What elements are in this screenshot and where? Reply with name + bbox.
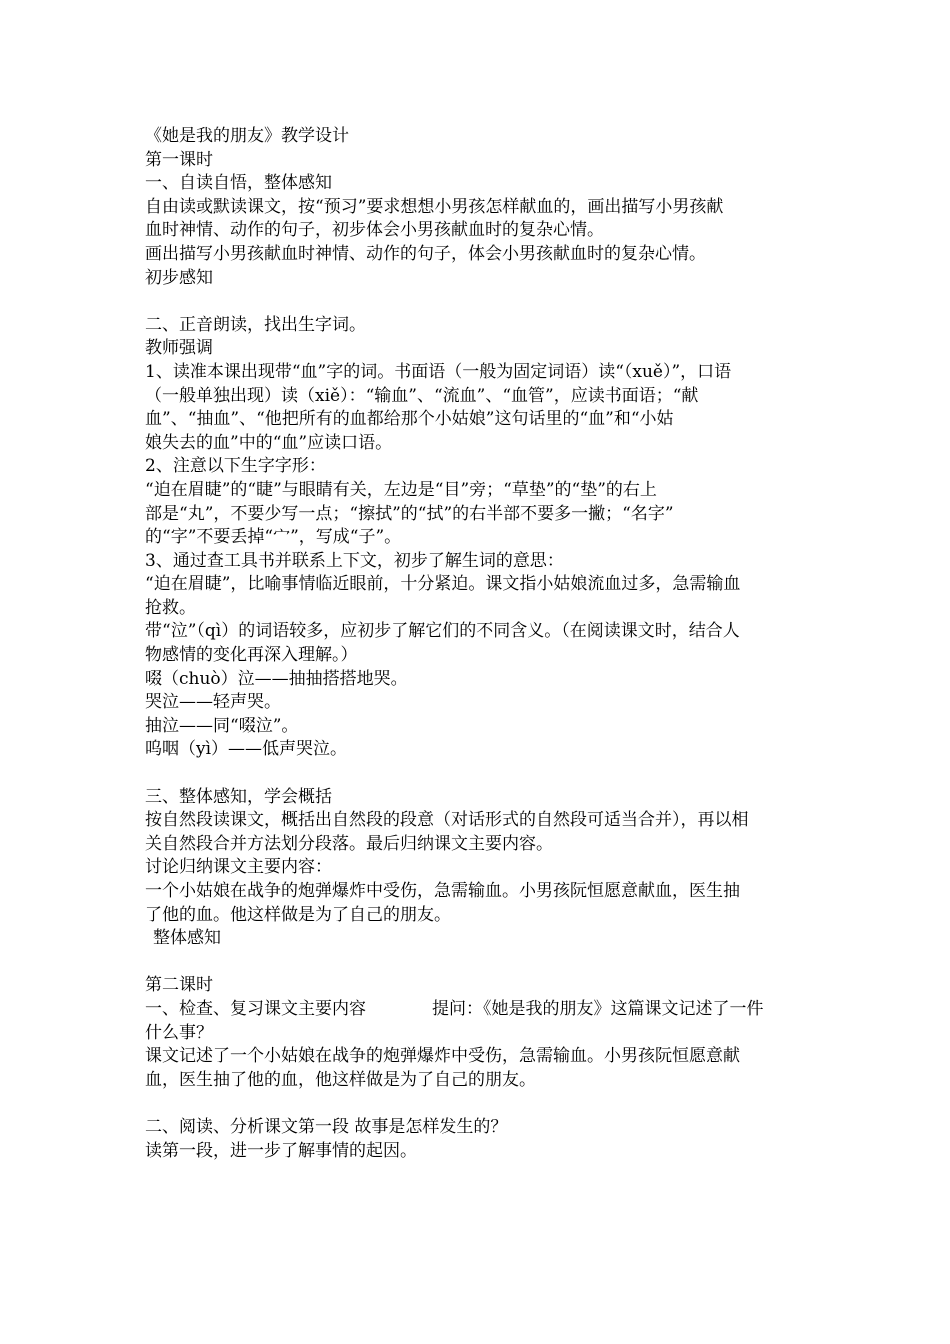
paragraph-line: 按自然段读课文，概括出自然段的段意（对话形式的自然段可适当合并），再以相 (145, 810, 749, 831)
paragraph-line: 初步感知 (145, 267, 213, 288)
lesson-2-heading: 第二课时 (145, 975, 213, 996)
paragraph-line: “迫在眉睫”，比喻事情临近眼前，十分紧迫。课文指小姑娘流血过多，急需输血 (145, 574, 741, 595)
document-body (145, 125, 815, 1163)
paragraph-line: 1、读准本课出现带“血”字的词。书面语（一般为固定词语）读“（xuě）”，口语 (145, 361, 732, 382)
section-heading: 一、检查、复习课文主要内容 (145, 998, 366, 1019)
question-text: 提问：《她是我的朋友》这篇课文记述了一件 (432, 998, 764, 1019)
paragraph-line: 整体感知 (153, 928, 221, 949)
paragraph-line: 的“字”不要丢掉“宀”，写成“子”。 (145, 527, 402, 548)
paragraph-line: 抢救。 (145, 597, 196, 618)
paragraph-line: 血”、“抽血”、“他把所有的血都给那个小姑娘”这句话里的“血”和“小姑 (145, 409, 674, 430)
section-heading-with-question (145, 998, 815, 1022)
paragraph-line: 关自然段合并方法划分段落。最后归纳课文主要内容。 (145, 833, 553, 854)
paragraph-line: 读第一段，进一步了解事情的起因。 (145, 1140, 417, 1161)
paragraph-line: 3、通过查工具书并联系上下文，初步了解生词的意思： (145, 550, 564, 571)
paragraph-line: 讨论归纳课文主要内容： (145, 857, 332, 878)
section-heading: 二、阅读、分析课文第一段 故事是怎样发生的？ (145, 1116, 508, 1137)
paragraph-line: 部是“丸”，不要少写一点；“擦拭”的“拭”的右半部不要多一撇；“名字” (145, 503, 674, 524)
paragraph-line: 课文记述了一个小姑娘在战争的炮弹爆炸中受伤，急需输血。小男孩阮恒愿意献 (145, 1046, 740, 1067)
paragraph-line: （一般单独出现）读（xiě）：“输血”、“流血”、“血管”，应读书面语；“献 (145, 385, 699, 406)
word-definition: 呜咽（yì）——低声哭泣。 (145, 739, 348, 760)
paragraph-line: 物感情的变化再深入理解。） (145, 645, 358, 666)
paragraph-line: 了他的血。他这样做是为了自己的朋友。 (145, 904, 451, 925)
paragraph-line: 教师强调 (145, 338, 213, 359)
word-definition: 啜（chuò）泣——抽抽搭搭地哭。 (145, 668, 408, 689)
paragraph-line: 自由读或默读课文，按“预习”要求想想小男孩怎样献血的，画出描写小男孩献 (145, 196, 724, 217)
word-definition: 抽泣——同“啜泣”。 (145, 715, 299, 736)
paragraph-line: 血，医生抽了他的血，他这样做是为了自己的朋友。 (145, 1069, 536, 1090)
document-title: 《她是我的朋友》教学设计 (145, 126, 349, 146)
section-heading: 二、正音朗读，找出生字词。 (145, 314, 366, 335)
lesson-1-heading: 第一课时 (145, 149, 213, 170)
section-heading: 一、自读自悟，整体感知 (145, 173, 332, 194)
paragraph-line: 画出描写小男孩献血时神情、动作的句子，体会小男孩献血时的复杂心情。 (145, 243, 706, 264)
word-definition: 哭泣——轻声哭。 (145, 692, 281, 713)
paragraph-line: 带“泣”（qì）的词语较多，应初步了解它们的不同含义。（在阅读课文时，结合人 (145, 621, 740, 642)
paragraph-line: 娘失去的血”中的“血”应读口语。 (145, 432, 393, 453)
paragraph-line: 什么事？ (145, 1022, 213, 1043)
paragraph-line: “迫在眉睫”的“睫”与眼睛有关，左边是“目”旁；“草垫”的“垫”的右上 (145, 479, 657, 500)
section-heading: 三、整体感知，学会概括 (145, 786, 332, 807)
paragraph-line: 血时神情、动作的句子，初步体会小男孩献血时的复杂心情。 (145, 220, 604, 241)
paragraph-line: 一个小姑娘在战争的炮弹爆炸中受伤，急需输血。小男孩阮恒愿意献血，医生抽 (145, 881, 740, 901)
paragraph-line: 2、注意以下生字字形： (145, 456, 326, 477)
